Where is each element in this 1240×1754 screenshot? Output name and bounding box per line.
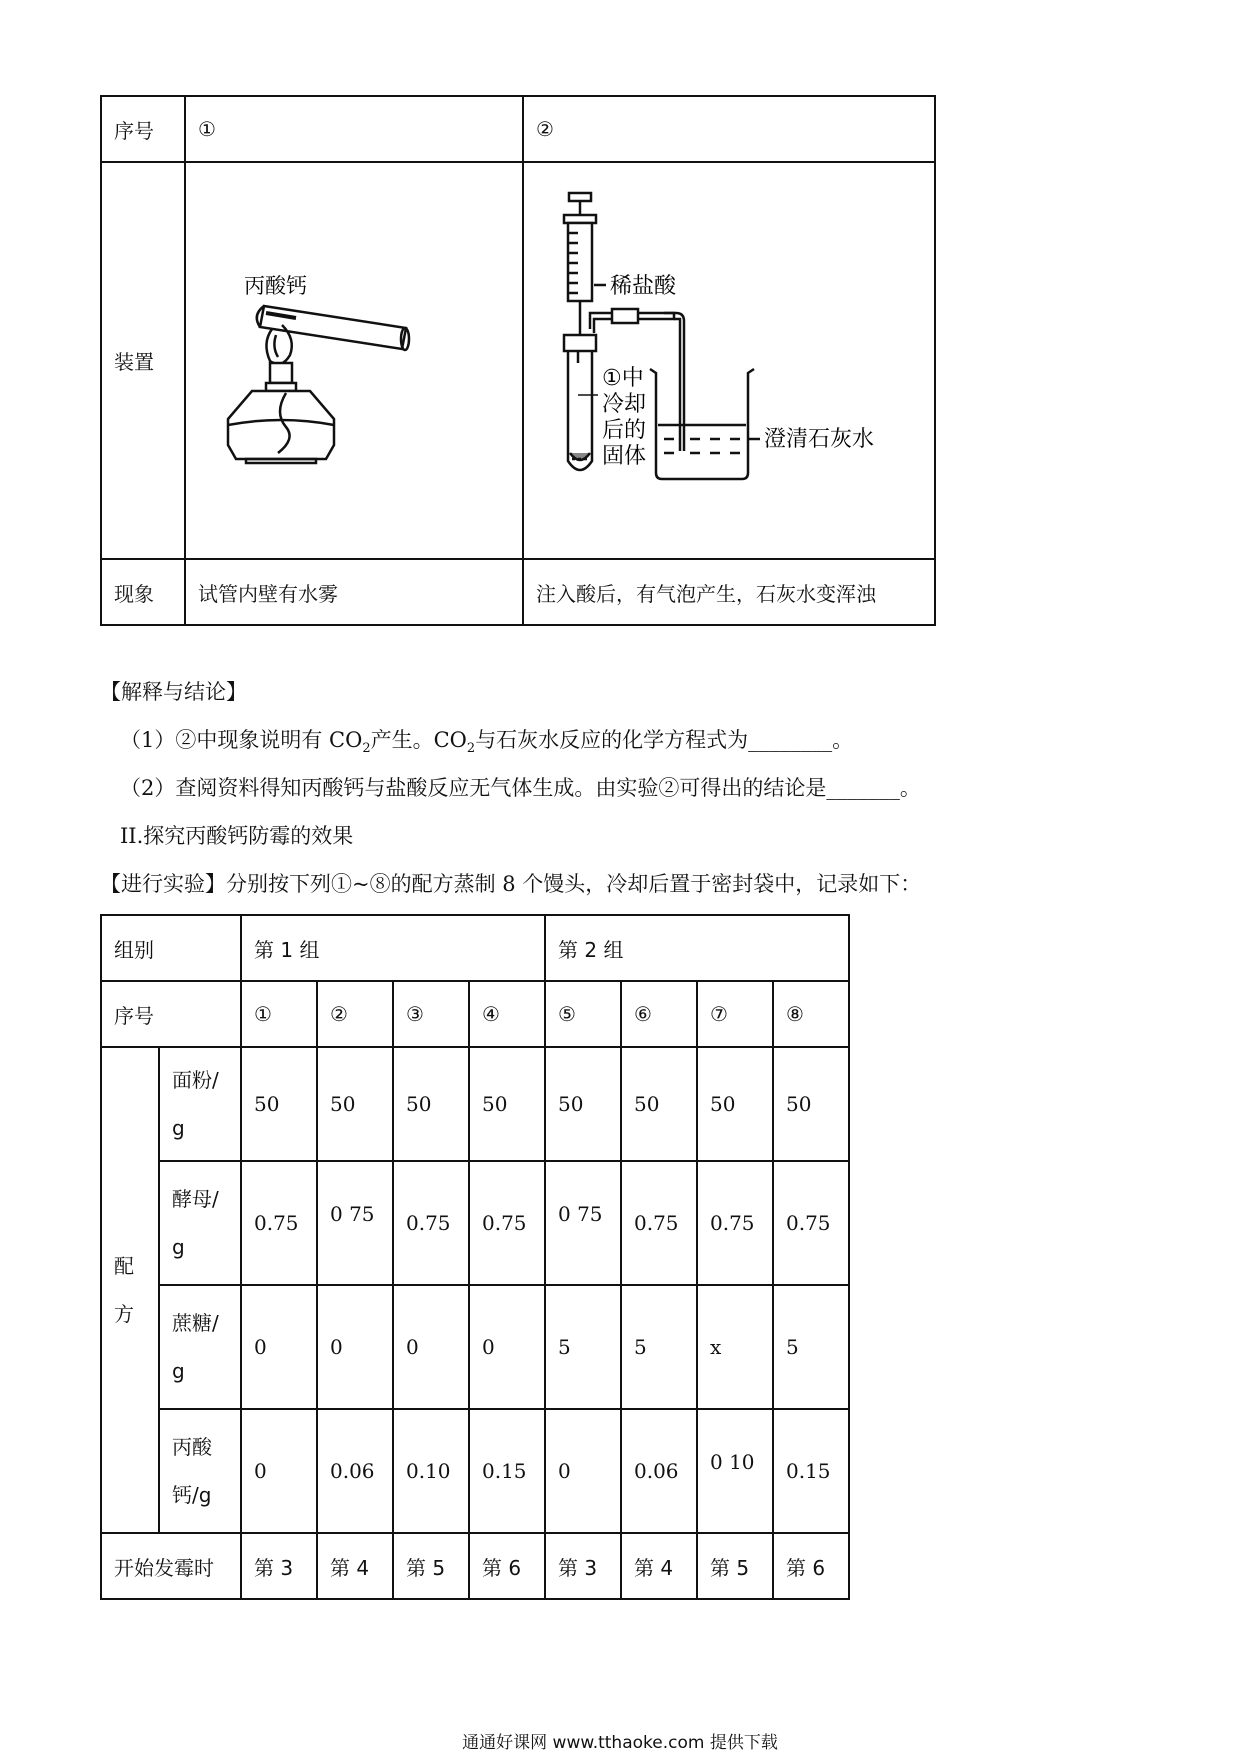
mold-7: 第 5 (697, 1533, 773, 1599)
solid-label-line2: 冷却 (602, 392, 647, 417)
propionate-1: 0 (241, 1409, 317, 1533)
seq-4: ④ (469, 981, 545, 1047)
mold-label: 开始发霉时 (101, 1533, 241, 1599)
seq-col1: ① (185, 96, 523, 162)
propionate-7: 0 10 (697, 1409, 773, 1533)
seq-3: ③ (393, 981, 469, 1047)
mold-4: 第 6 (469, 1533, 545, 1599)
propionate-8: 0.15 (773, 1409, 849, 1533)
ingredient-yeast: 酵母/ g (159, 1161, 241, 1285)
seq-label: 序号 (101, 981, 241, 1047)
propionate-2: 0.06 (317, 1409, 393, 1533)
flour-1: 50 (241, 1047, 317, 1161)
flour-8: 50 (773, 1047, 849, 1161)
flour-3: 50 (393, 1047, 469, 1161)
solid-label-line3: 后的 (602, 418, 647, 443)
seq-header-label: 序号 (101, 96, 185, 162)
propionate-5: 0 (545, 1409, 621, 1533)
yeast-3: 0.75 (393, 1161, 469, 1285)
flour-6: 50 (621, 1047, 697, 1161)
ingredient-calcium-propionate: 丙酸 钙/g (159, 1409, 241, 1533)
sugar-8: 5 (773, 1285, 849, 1409)
mold-2: 第 4 (317, 1533, 393, 1599)
yeast-8: 0.75 (773, 1161, 849, 1285)
yeast-6: 0.75 (621, 1161, 697, 1285)
device-fig1-cell (185, 162, 523, 559)
ingredient-flour: 面粉/ g (159, 1047, 241, 1161)
part2-title: II.探究丙酸钙防霉的效果 (120, 824, 354, 848)
yeast-7: 0.75 (697, 1161, 773, 1285)
sugar-1: 0 (241, 1285, 317, 1409)
propionate-6: 0.06 (621, 1409, 697, 1533)
seq-6: ⑥ (621, 981, 697, 1047)
phenomenon-label: 现象 (101, 559, 185, 625)
mold-6: 第 4 (621, 1533, 697, 1599)
formula-table (100, 914, 850, 1600)
formula-label: 配 方 (101, 1047, 159, 1533)
mold-3: 第 5 (393, 1533, 469, 1599)
seq-5: ⑤ (545, 981, 621, 1047)
device-label: 装置 (101, 162, 185, 559)
gas-test-apparatus-figure (524, 163, 934, 553)
group-label: 组别 (101, 915, 241, 981)
question-1: （1）②中现象说明有 $CO_2$产生。$CO_2$与石灰水反应的化学方程式为________。 (120, 728, 854, 757)
flour-5: 50 (545, 1047, 621, 1161)
mold-1: 第 3 (241, 1533, 317, 1599)
yeast-5: 0 75 (545, 1161, 621, 1285)
sugar-2: 0 (317, 1285, 393, 1409)
yeast-2: 0 75 (317, 1161, 393, 1285)
sugar-4: 0 (469, 1285, 545, 1409)
phenomenon-col2: 注入酸后，有气泡产生，石灰水变浑浊 (523, 559, 935, 625)
heating-apparatus-figure (186, 163, 522, 553)
propionate-3: 0.10 (393, 1409, 469, 1533)
group-1: 第 1 组 (241, 915, 545, 981)
solid-label-line1: ①中 (602, 366, 644, 391)
experiment-label: 【进行实验】 (100, 872, 226, 896)
seq-7: ⑦ (697, 981, 773, 1047)
question-2: （2）查阅资料得知丙酸钙与盐酸反应无气体生成。由实验②可得出的结论是_______。 (120, 776, 921, 800)
experiment-intro (100, 868, 921, 898)
ingredient-sugar: 蔗糖/ g (159, 1285, 241, 1409)
footer-text: 通通好课网 www.tthaoke.com 提供下载 (462, 1733, 778, 1753)
sugar-7: x (697, 1285, 773, 1409)
phenomenon-col1: 试管内壁有水雾 (185, 559, 523, 625)
sugar-5: 5 (545, 1285, 621, 1409)
group-2: 第 2 组 (545, 915, 849, 981)
limewater-label: 澄清石灰水 (764, 427, 875, 452)
device-fig2-cell (523, 162, 935, 559)
reagent-label: 丙酸钙 (244, 274, 307, 298)
mold-5: 第 3 (545, 1533, 621, 1599)
seq-2: ② (317, 981, 393, 1047)
experiment-text: 分别按下列①~⑧的配方蒸制 8 个馒头，冷却后置于密封袋中，记录如下： (226, 872, 922, 896)
apparatus-table (100, 95, 936, 626)
sugar-6: 5 (621, 1285, 697, 1409)
yeast-4: 0.75 (469, 1161, 545, 1285)
flour-4: 50 (469, 1047, 545, 1161)
mold-8: 第 6 (773, 1533, 849, 1599)
solid-label-line4: 固体 (602, 444, 647, 469)
seq-col2: ② (523, 96, 935, 162)
flour-2: 50 (317, 1047, 393, 1161)
sugar-3: 0 (393, 1285, 469, 1409)
conclusion-heading: 【解释与结论】 (100, 680, 247, 704)
yeast-1: 0.75 (241, 1161, 317, 1285)
acid-label: 稀盐酸 (610, 274, 677, 299)
propionate-4: 0.15 (469, 1409, 545, 1533)
seq-8: ⑧ (773, 981, 849, 1047)
seq-1: ① (241, 981, 317, 1047)
flour-7: 50 (697, 1047, 773, 1161)
